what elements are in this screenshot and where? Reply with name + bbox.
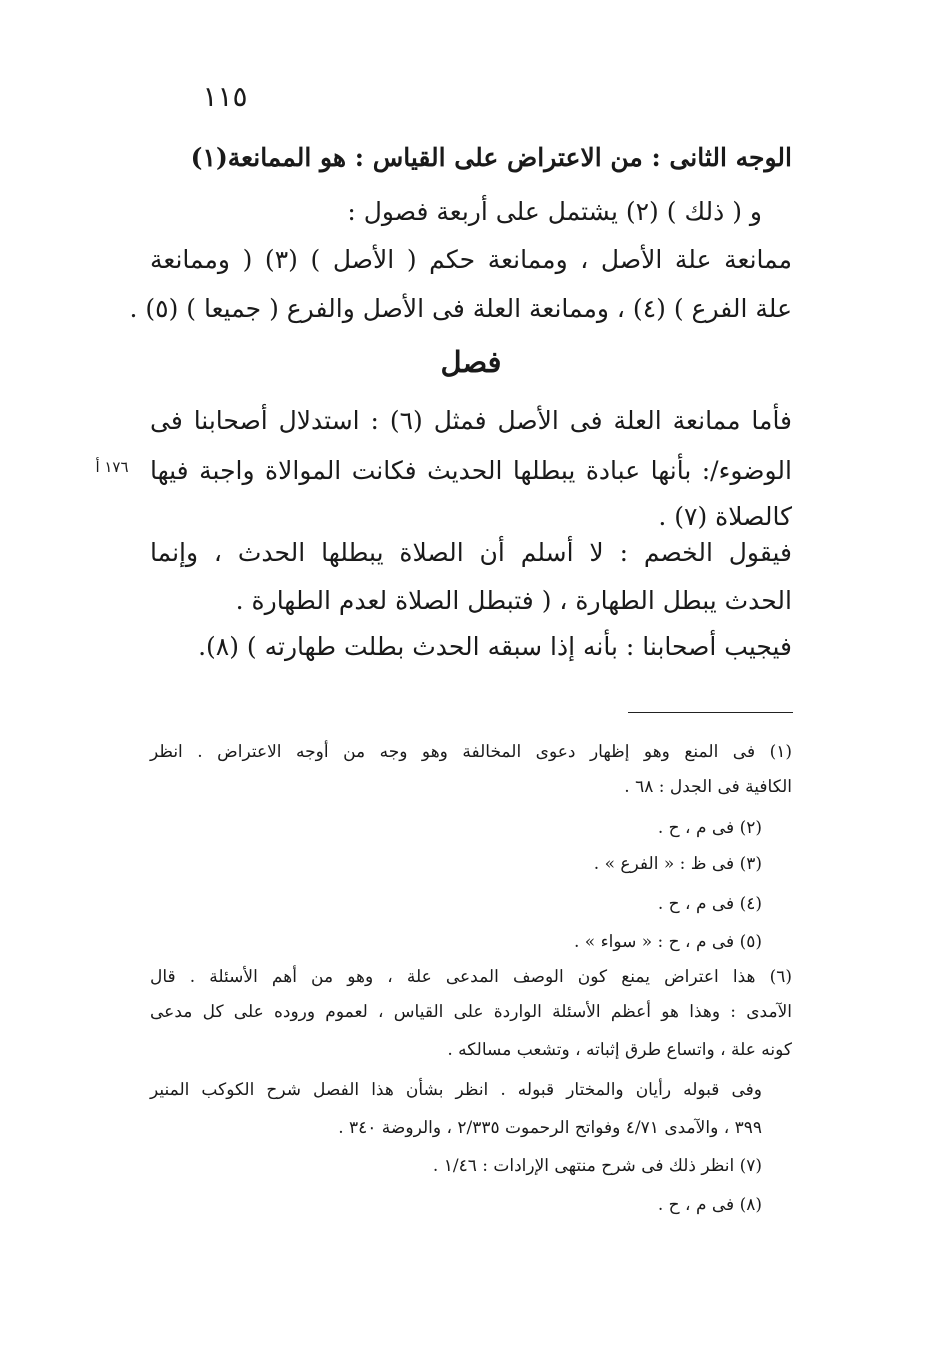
text-line: الحدث يبطل الطهارة ، ( فتبطل الصلاة لعدم الطهارة .: [235, 586, 792, 615]
text-line: فيجيب أصحابنا : بأنه إذا سبقه الحدث بطلت طهارته ) (٨).: [198, 632, 792, 661]
text-line: الوضوء/: بأنها عبادة يبطلها الحديث فكانت الموالاة واجبة فيها: [150, 456, 792, 485]
footnote-line: (٤) فى م ، ح .: [657, 894, 762, 914]
text-line: الوجه الثانى : من الاعتراض على القياس : هو الممانعة(١): [190, 143, 792, 172]
text-line: كالصلاة (٧) .: [658, 502, 792, 531]
margin-folio-note: ١٧٦ أ: [95, 458, 129, 476]
footnote-line: وفى قبوله رأيان والمختار قبوله . انظر بشأن هذا الفصل شرح الكوكب المنير: [150, 1080, 762, 1100]
section-heading: فصل: [440, 345, 502, 379]
text-line: فأما ممانعة العلة فى الأصل فمثل (٦) : استدلال أصحابنا فى: [150, 406, 793, 435]
footnote-line: (٢) فى م ، ح .: [657, 818, 762, 838]
text-line: فيقول الخصم : لا أسلم أن الصلاة يبطلها الحدث ، وإنما: [150, 538, 792, 567]
text-line: و ( ذلك ) (٢) يشتمل على أربعة فصول :: [347, 197, 762, 226]
text-line: ممانعة علة الأصل ، وممانعة حكم ( الأصل ) (٣) ( وممانعة: [150, 245, 792, 274]
footnote-line: (١) فى المنع وهو إظهار دعوى المخالفة وهو وجه من أوجه الاعتراض . انظر: [150, 742, 792, 762]
footnote-line: (٨) فى م ، ح .: [657, 1195, 762, 1215]
text-line: علة الفرع ) (٤) ، وممانعة العلة فى الأصل والفرع ( جميعا ) (٥) .: [129, 294, 792, 323]
page-number: ١١٥: [202, 80, 248, 113]
footnote-line: (٦) هذا اعتراض يمنع كون الوصف المدعى علة ، وهو من أهم الأسئلة . قال: [150, 967, 792, 987]
footnote-line: (٥) فى م ، ح : « سواء » .: [573, 932, 762, 952]
footnote-divider: [628, 712, 793, 713]
footnote-line: (٣) فى ظ : « الفرع » .: [593, 854, 762, 874]
footnote-line: كونه علة ، واتساع طرق إثباته ، وتشعب مسالكه .: [447, 1040, 792, 1060]
footnote-line: الكافية فى الجدل : ٦٨ .: [624, 777, 792, 797]
footnote-line: (٧) انظر ذلك فى شرح منتهى الإرادات : ١/٤٦ .: [432, 1156, 762, 1176]
footnote-line: ٣٩٩ ، والآمدى ٤/٧١ وفواتح الرحموت ٢/٣٣٥ ، والروضة ٣٤٠ .: [338, 1118, 762, 1138]
footnote-line: الآمدى : وهذا هو أعظم الأسئلة الواردة على القياس ، لعموم وروده على كل مدعى: [150, 1002, 792, 1022]
